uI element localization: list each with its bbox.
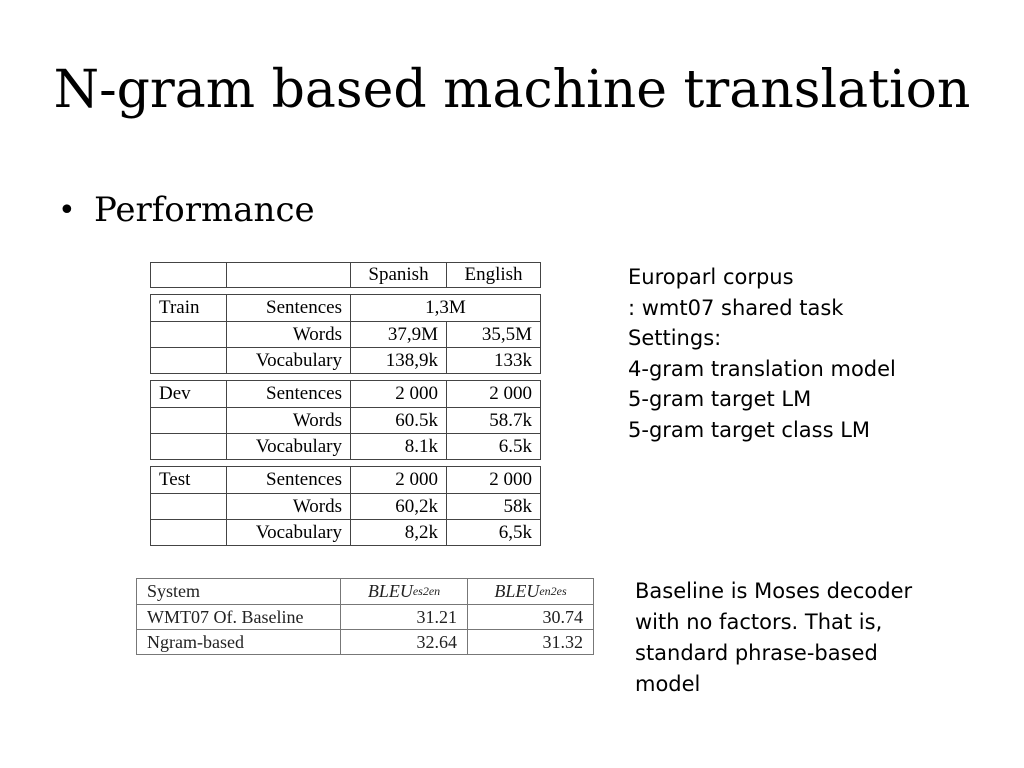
spanish-value: 2 000 xyxy=(350,381,446,407)
english-value: 58k xyxy=(446,494,540,519)
table-row xyxy=(151,493,540,519)
english-value: 6.5k xyxy=(446,434,540,459)
row-label: Sentences xyxy=(226,381,350,407)
header-spanish: Spanish xyxy=(350,263,446,287)
spanish-value: 8,2k xyxy=(350,520,446,545)
english-value: 2 000 xyxy=(446,467,540,493)
note-line: standard phrase-based xyxy=(635,641,878,665)
blank-cell xyxy=(151,348,226,373)
note-line: with no factors. That is, xyxy=(635,610,883,634)
test-block xyxy=(150,466,541,546)
blank-cell xyxy=(151,494,226,519)
set-name-dev: Dev xyxy=(159,383,191,404)
slide-title: N-gram based machine translation xyxy=(53,60,971,120)
corpus-table xyxy=(150,262,541,546)
row-label: Words xyxy=(226,494,350,519)
system-name: WMT07 Of. Baseline xyxy=(147,606,304,627)
note-line: 5-gram target class LM xyxy=(628,417,871,442)
english-value: 35,5M xyxy=(446,322,540,347)
header-cell-empty xyxy=(151,263,226,287)
blank-cell xyxy=(151,434,226,459)
row-label: Sentences xyxy=(226,467,350,493)
table-row xyxy=(151,467,540,493)
table-row xyxy=(151,519,540,545)
english-value: 133k xyxy=(446,348,540,373)
spanish-value: 37,9M xyxy=(350,322,446,347)
row-label: Sentences xyxy=(226,295,350,321)
bleu-en2es-value: 30.74 xyxy=(467,605,593,629)
row-label: Vocabulary xyxy=(226,520,350,545)
bullet-performance xyxy=(58,190,315,230)
merged-sentences-value: 1,3M xyxy=(350,295,540,321)
english-value: 2 000 xyxy=(446,381,540,407)
bullet-text: Performance xyxy=(94,190,315,230)
dev-block xyxy=(150,380,541,460)
note-line: 5-gram target LM xyxy=(628,387,812,411)
table-row xyxy=(151,295,540,321)
system-name: Ngram-based xyxy=(147,631,244,652)
spanish-value: 138,9k xyxy=(350,348,446,373)
baseline-notes xyxy=(635,576,912,700)
header-bleu-en2es xyxy=(467,579,593,604)
english-value: 58.7k xyxy=(446,408,540,433)
table-row xyxy=(137,604,593,629)
bleu-table xyxy=(136,578,594,655)
header-cell-empty xyxy=(226,263,350,287)
row-label: Words xyxy=(226,408,350,433)
corpus-table-header xyxy=(150,262,541,288)
blank-cell xyxy=(151,520,226,545)
row-label: Vocabulary xyxy=(226,348,350,373)
note-line: Settings: xyxy=(628,326,722,350)
set-name-train: Train xyxy=(159,297,200,318)
bullet-dot-icon: • xyxy=(58,192,76,228)
corpus-notes xyxy=(628,262,896,445)
header-system: System xyxy=(147,581,201,601)
bleu-subscript: en2es xyxy=(539,584,567,598)
bleu-subscript: es2en xyxy=(412,584,441,598)
blank-cell xyxy=(151,408,226,433)
note-line: 4-gram translation model xyxy=(628,356,896,381)
header-bleu-es2en xyxy=(340,579,467,604)
bleu-table-header xyxy=(137,579,593,604)
spanish-value: 60,2k xyxy=(350,494,446,519)
bleu-base: BLEU xyxy=(367,581,413,601)
bleu-en2es-value: 31.32 xyxy=(467,630,593,654)
table-row xyxy=(137,629,593,654)
row-label: Vocabulary xyxy=(226,434,350,459)
bleu-base: BLEU xyxy=(494,581,540,601)
blank-cell xyxy=(151,322,226,347)
note-line: model xyxy=(635,672,701,696)
english-value: 6,5k xyxy=(446,520,540,545)
table-row xyxy=(151,347,540,373)
table-row xyxy=(151,321,540,347)
header-english: English xyxy=(446,263,540,287)
bleu-es2en-value: 32.64 xyxy=(340,630,467,654)
table-row xyxy=(151,433,540,459)
note-line: : wmt07 shared task xyxy=(628,295,844,320)
set-name-test: Test xyxy=(159,469,191,490)
train-block xyxy=(150,294,541,374)
table-row xyxy=(151,381,540,407)
spanish-value: 60.5k xyxy=(350,408,446,433)
note-line: Baseline is Moses decoder xyxy=(635,579,913,603)
row-label: Words xyxy=(226,322,350,347)
spanish-value: 8.1k xyxy=(350,434,446,459)
spanish-value: 2 000 xyxy=(350,467,446,493)
note-line: Europarl corpus xyxy=(628,265,794,289)
table-row xyxy=(151,407,540,433)
bleu-es2en-value: 31.21 xyxy=(340,605,467,629)
